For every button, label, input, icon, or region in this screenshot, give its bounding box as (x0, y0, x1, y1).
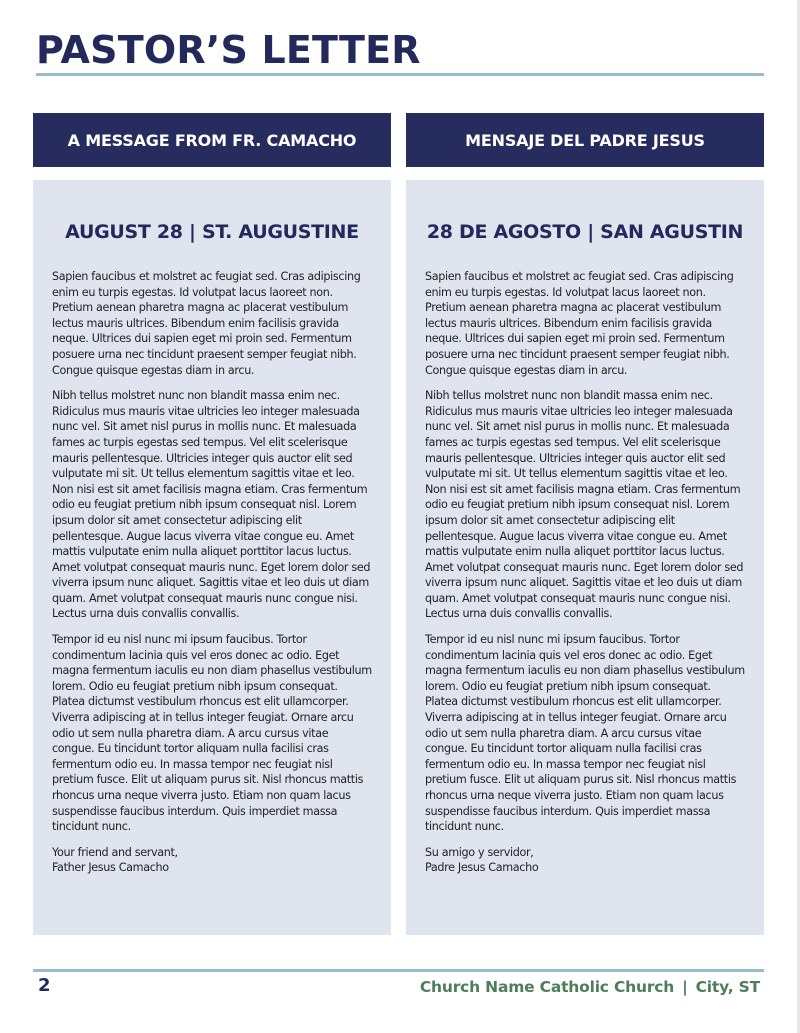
spanish-letter-heading: 28 DE AGOSTO | SAN AGUSTIN (426, 221, 744, 243)
english-letter-panel (33, 180, 391, 935)
spanish-closing: Su amigo y servidor, (425, 845, 534, 859)
page-number: 2 (38, 975, 51, 996)
english-paragraph-3: Tempor id eu nisl nunc mi ipsum faucibus. Tortor condimentum lacinia quis vel eros donec ac odio. Eget magna fermentum iaculis eu non diam phasellus vestibulum lorem. Odio eu feugiat pretium nibh ipsum consequat. Platea dictumst vestibulum rhoncus est elit ullamcorper. Viverra adipiscing at in tellus integer feugiat. Ornare arcu odio ut sem nulla pharetra diam. A arcu cursus vitae congue. Eu tincidunt tortor aliquam nulla facilisi cras fermentum odio eu. In massa tempor nec feugiat nisl pretium fusce. Elit ut aliquam purus sit. Nisl rhoncus mattis rhoncus urna neque viverra justo. Etiam non quam lacus suspendisse faucibus interdum. Quis imperdiet massa tincidunt nunc. (52, 633, 372, 834)
page-title: PASTOR’S LETTER (36, 28, 421, 72)
spanish-paragraph-2: Nibh tellus molstret nunc non blandit massa enim nec. Ridiculus mus mauris vitae ultricies leo integer malesuada nunc vel. Sit amet nisl purus in mollis nunc. Et malesuada fames ac turpis egestas sed tempus. Vel elit scelerisque mauris pellentesque. Ultricies integer quis auctor elit sed vulputate mi sit. Ut tellus elementum sagittis vitae et leo. Non nisi est sit amet facilisis magna etiam. Cras fermentum odio eu feugiat pretium nibh ipsum consequat nisl. Lorem ipsum dolor sit amet consectetur adipiscing elit pellentesque. Augue lacus viverra vitae congue eu. Amet mattis vulputate enim nulla aliquet porttitor lacus luctus. Amet volutpat consequat mauris nunc. Eget lorem dolor sed viverra ipsum nunc aliquet. Sagittis vitae et leo duis ut diam quam. Amet volutpat consequat mauris nunc congue nisi. Lectus urna duis convallis convallis. (425, 389, 744, 621)
spanish-signoff (425, 845, 745, 876)
english-signoff (52, 845, 372, 876)
footer-church-info (420, 978, 760, 996)
english-letter-heading: AUGUST 28 | ST. AUGUSTINE (65, 221, 359, 243)
spanish-letter-body (425, 269, 745, 876)
spanish-column-header: MENSAJE DEL PADRE JESUS (406, 113, 764, 167)
spanish-paragraph-3: Tempor id eu nisl nunc mi ipsum faucibus. Tortor condimentum lacinia quis vel eros donec ac odio. Eget magna fermentum iaculis eu non diam phasellus vestibulum lorem. Odio eu feugiat pretium nibh ipsum consequat. Platea dictumst vestibulum rhoncus est elit ullamcorper. Viverra adipiscing at in tellus integer feugiat. Ornare arcu odio ut sem nulla pharetra diam. A arcu cursus vitae congue. Eu tincidunt tortor aliquam nulla facilisi cras fermentum odio eu. In massa tempor nec feugiat nisl pretium fusce. Elit ut aliquam purus sit. Nisl rhoncus mattis rhoncus urna neque viverra justo. Etiam non quam lacus suspendisse faucibus interdum. Quis imperdiet massa tincidunt nunc. (425, 633, 745, 834)
title-divider (36, 73, 764, 76)
english-signature: Father Jesus Camacho (52, 861, 169, 875)
footer-separator: | (682, 978, 688, 996)
footer-church-name: Church Name Catholic Church (419, 978, 675, 996)
footer-divider (33, 969, 764, 972)
spanish-letter-panel (406, 180, 764, 935)
spanish-signature: Padre Jesus Camacho (425, 861, 539, 875)
spanish-paragraph-1: Sapien faucibus et molstret ac feugiat sed. Cras adipiscing enim eu turpis egestas. Id volutpat lacus laoreet non. Pretium aenean pharetra magna ac placerat vestibulum lectus mauris ultrices. Bibendum enim facilisis gravida neque. Ultrices dui sapien eget mi proin sed. Fermentum posuere urna nec tincidunt praesent semper feugiat nibh. Congue quisque egestas diam in arcu. (425, 270, 734, 377)
english-paragraph-1: Sapien faucibus et molstret ac feugiat sed. Cras adipiscing enim eu turpis egestas. Id volutpat lacus laoreet non. Pretium aenean pharetra magna ac placerat vestibulum lectus mauris ultrices. Bibendum enim facilisis gravida neque. Ultrices dui sapien eget mi proin sed. Fermentum posuere urna nec tincidunt praesent semper feugiat nibh. Congue quisque egestas diam in arcu. (52, 270, 361, 377)
footer-location: City, ST (695, 978, 760, 996)
english-letter-body (52, 269, 372, 876)
english-paragraph-2: Nibh tellus molstret nunc non blandit massa enim nec. Ridiculus mus mauris vitae ultricies leo integer malesuada nunc vel. Sit amet nisl purus in mollis nunc. Et malesuada fames ac turpis egestas sed tempus. Vel elit scelerisque mauris pellentesque. Ultricies integer quis auctor elit sed vulputate mi sit. Ut tellus elementum sagittis vitae et leo. Non nisi est sit amet facilisis magna etiam. Cras fermentum odio eu feugiat pretium nibh ipsum consequat nisl. Lorem ipsum dolor sit amet consectetur adipiscing elit pellentesque. Augue lacus viverra vitae congue eu. Amet mattis vulputate enim nulla aliquet porttitor lacus luctus. Amet volutpat consequat mauris nunc. Eget lorem dolor sed viverra ipsum nunc aliquet. Sagittis vitae et leo duis ut diam quam. Amet volutpat consequat mauris nunc congue nisi. Lectus urna duis convallis convallis. (52, 389, 371, 621)
english-closing: Your friend and servant, (52, 845, 178, 859)
english-column-header: A MESSAGE FROM FR. CAMACHO (33, 113, 391, 167)
